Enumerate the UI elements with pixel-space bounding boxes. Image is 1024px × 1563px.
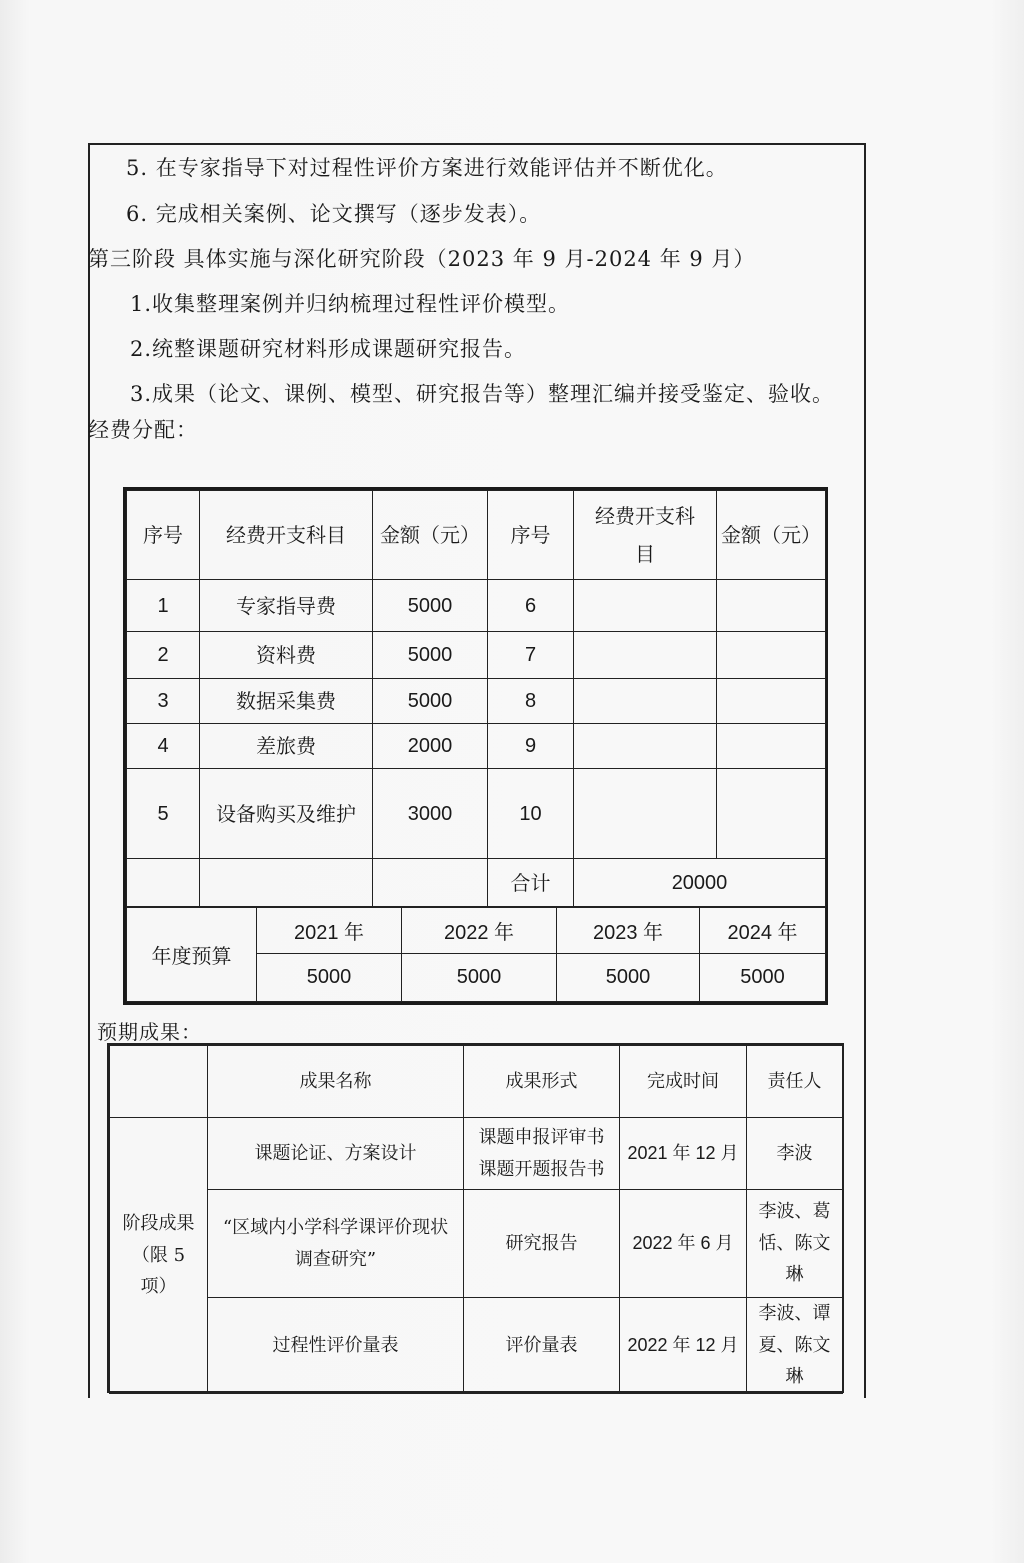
result-form: 研究报告 [464,1190,620,1298]
expense-item [574,580,717,632]
row-number: 3 [127,679,200,724]
budget-year: 2024 年 [700,908,826,954]
empty-cell [110,1046,208,1118]
total-value: 20000 [574,859,826,907]
budget-year: 2022 年 [402,908,557,954]
results-header-row [110,1046,843,1118]
result-owner: 李波、葛恬、陈文琳 [747,1190,843,1298]
result-form: 评价量表 [464,1298,620,1394]
expense-item: 资料费 [200,632,373,679]
stage-three-item-2: 2.统整课题研究材料形成课题研究报告。 [130,337,527,361]
table-row [127,679,826,724]
expense-item [574,769,717,859]
table-row [127,724,826,769]
table-row [127,769,826,859]
total-label: 合计 [488,859,574,907]
stage-results-label: 阶段成果（限 5 项） [110,1118,208,1394]
stage-three-heading: 第三阶段 具体实施与深化研究阶段（2023 年 9 月-2024 年 9 月） [88,247,756,271]
expense-amount [717,724,826,769]
budget-value: 5000 [557,954,700,1002]
result-form: 课题申报评审书 课题开题报告书 [464,1118,620,1190]
expense-item: 差旅费 [200,724,373,769]
expense-amount: 5000 [373,580,488,632]
result-owner: 李波 [747,1118,843,1190]
col-header: 经费开支科目 [574,491,717,580]
expense-amount [717,679,826,724]
expense-item: 设备购买及维护 [200,769,373,859]
empty-cell [127,859,200,907]
result-name: “区域内小学科学课评价现状调查研究” [208,1190,464,1298]
plan-item-6: 6. 完成相关案例、论文撰写（逐步发表）。 [126,202,542,226]
results-heading: 预期成果： [97,1020,202,1044]
stage-three-item-1: 1.收集整理案例并归纳梳理过程性评价模型。 [130,292,571,316]
table-row [127,632,826,679]
funding-header-row [127,491,826,580]
result-name: 过程性评价量表 [208,1298,464,1394]
col-header: 成果名称 [208,1046,464,1118]
col-header: 金额（元） [373,491,488,580]
table-row [110,1190,843,1298]
expense-amount: 2000 [373,724,488,769]
plan-item-5: 5. 在专家指导下对过程性评价方案进行效能评估并不断优化。 [126,156,728,180]
budget-year: 2021 年 [257,908,402,954]
expense-item: 专家指导费 [200,580,373,632]
col-header: 完成时间 [620,1046,747,1118]
expense-amount: 5000 [373,679,488,724]
expense-item: 数据采集费 [200,679,373,724]
result-owner: 李波、谭夏、陈文琳 [747,1298,843,1394]
row-number: 4 [127,724,200,769]
table-row [110,1298,843,1394]
row-number: 1 [127,580,200,632]
stage-three-item-3: 3.成果（论文、课例、模型、研究报告等）整理汇编并接受鉴定、验收。 [130,382,835,406]
col-header: 金额（元） [717,491,826,580]
empty-cell [200,859,373,907]
budget-value: 5000 [257,954,402,1002]
empty-cell [373,859,488,907]
expense-amount: 5000 [373,632,488,679]
budget-value: 5000 [402,954,557,1002]
result-time: 2022 年 12 月 [620,1298,747,1394]
expense-amount: 3000 [373,769,488,859]
total-row [127,859,826,907]
col-header: 成果形式 [464,1046,620,1118]
annual-budget-label: 年度预算 [127,908,257,1002]
expense-amount [717,580,826,632]
expense-amount [717,769,826,859]
expense-item [574,724,717,769]
row-number: 6 [488,580,574,632]
table-row [127,580,826,632]
row-number: 2 [127,632,200,679]
row-number: 9 [488,724,574,769]
row-number: 5 [127,769,200,859]
col-header: 经费开支科目 [200,491,373,580]
results-table [107,1043,844,1393]
row-number: 7 [488,632,574,679]
result-name: 课题论证、方案设计 [208,1118,464,1190]
row-number: 8 [488,679,574,724]
funding-heading: 经费分配： [88,418,198,442]
budget-year: 2023 年 [557,908,700,954]
table-row [110,1118,843,1190]
annual-budget-table [126,907,826,1002]
funding-table [123,487,828,1005]
row-number: 10 [488,769,574,859]
col-header: 序号 [127,491,200,580]
expense-item [574,679,717,724]
budget-value: 5000 [700,954,826,1002]
expense-amount [717,632,826,679]
col-header: 序号 [488,491,574,580]
expense-item [574,632,717,679]
result-time: 2022 年 6 月 [620,1190,747,1298]
col-header: 责任人 [747,1046,843,1118]
result-time: 2021 年 12 月 [620,1118,747,1190]
